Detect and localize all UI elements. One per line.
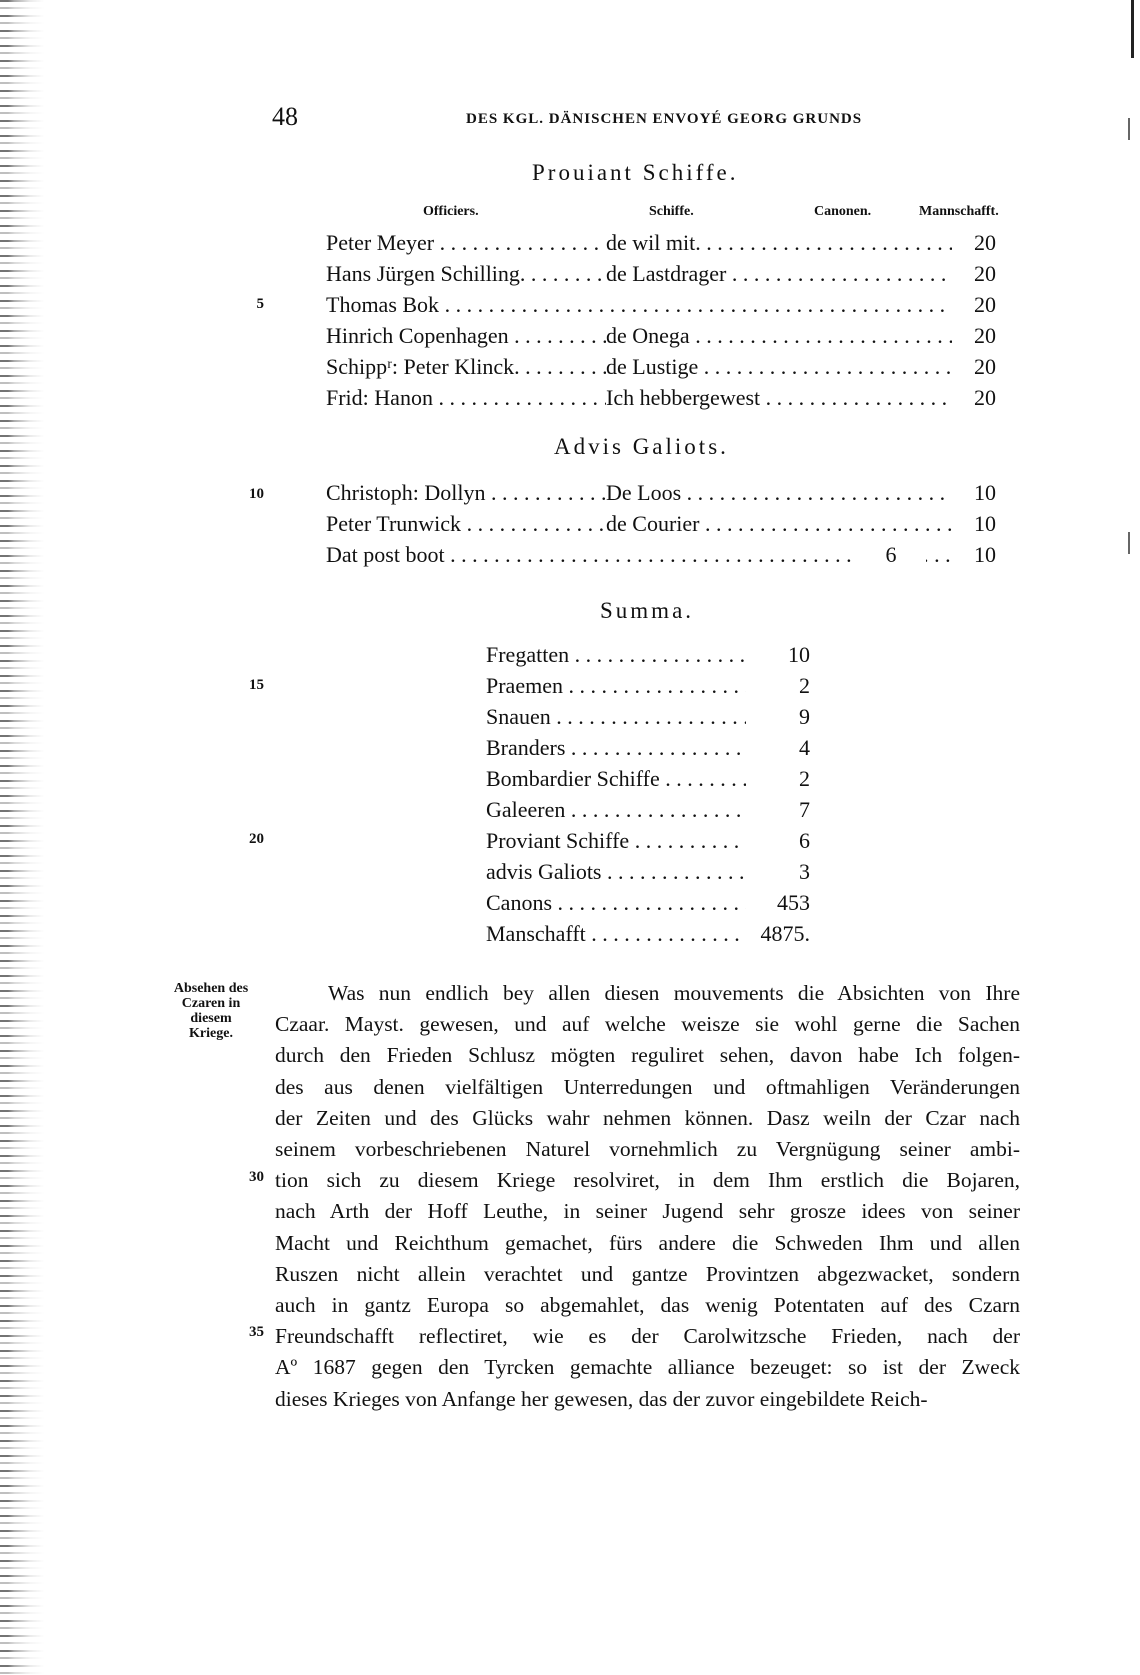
officer-name: Schippʳ: Peter Klinck. — [326, 354, 520, 379]
summary-label: Manschafft — [486, 921, 586, 946]
summary-label: Fregatten — [486, 642, 570, 667]
line-number: 15 — [249, 677, 264, 693]
summary-row — [486, 702, 810, 732]
summary-value: 7 — [793, 795, 810, 825]
text-line: dieses Krieges von Anfange her gewesen, das der zuvor eingebildete Reich- — [275, 1386, 928, 1411]
officer-name: Hans Jürgen Schilling. — [326, 261, 526, 286]
ship-name: de wil mit. — [606, 230, 701, 255]
summary-label: Praemen — [486, 673, 563, 698]
text-line: Ruszen nicht allein verachtet und gantze Provintzen abgezwacket, sondern — [275, 1261, 1020, 1286]
summary-value: 4 — [793, 733, 810, 763]
summary-row — [486, 795, 810, 825]
cannon-count: 6 — [856, 540, 926, 570]
line-number: 20 — [249, 831, 264, 847]
table-row — [326, 290, 996, 320]
summary-row — [486, 888, 810, 918]
crew-count: 10 — [952, 478, 996, 508]
summary-value: 6 — [793, 826, 810, 856]
table-row — [326, 321, 996, 351]
summary-row — [486, 857, 810, 887]
text-line: Freundschafft reflectiret, wie es der Carolwitzsche Frieden, nach der — [275, 1324, 1020, 1349]
text-line: der Zeiten und des Glücks wahr nehmen können. Dasz weiln der Czar nach — [275, 1105, 1020, 1130]
ship-name: De Loos — [606, 480, 682, 505]
column-header-cannons: Canonen. — [814, 204, 872, 219]
summary-value: 10 — [782, 640, 810, 670]
line-number: 5 — [256, 296, 264, 312]
text-line: Was nun endlich bey allen diesen mouvements die Absichten von Ihre — [328, 981, 1020, 1005]
body-paragraph — [275, 978, 1020, 1415]
summary-label: Branders — [486, 735, 566, 760]
summary-value: 2 — [793, 764, 810, 794]
line-number: 10 — [249, 486, 264, 502]
section-title-advis: Advis Galiots. — [554, 434, 729, 459]
text-line: seinem vorbeschriebenen Naturel vornehmlich zu Vergnügung seiner ambi- — [275, 1137, 1020, 1162]
scan-corner-mark — [1131, 0, 1134, 58]
officer-name: Thomas Bok — [326, 292, 440, 317]
summary-value: 4875. — [755, 919, 811, 949]
summary-value: 2 — [793, 671, 810, 701]
ship-name: de Courier — [606, 511, 700, 536]
text-line: auch in gantz Europa so abgemahlet, das wenig Potentaten auf des Czarn — [275, 1293, 1020, 1318]
table-row — [326, 509, 996, 539]
officer-name: Dat post boot — [326, 542, 445, 567]
table-row — [326, 228, 996, 258]
crew-count: 10 — [952, 509, 996, 539]
summary-row — [486, 826, 810, 856]
officer-name: Hinrich Copenhagen — [326, 323, 509, 348]
summary-label: Galeeren — [486, 797, 566, 822]
summary-label: Canons — [486, 890, 552, 915]
scan-binding-edge — [0, 0, 44, 1675]
column-header-officers: Officiers. — [423, 204, 479, 219]
table-row — [326, 352, 996, 382]
table-row — [326, 540, 996, 570]
table-row — [326, 259, 996, 289]
text-line: Czaar. Mayst. gewesen, und auf welche weisze sie wohl gerne die Sachen — [275, 1012, 1020, 1037]
text-line: des aus denen vielfältigen Unterredungen und oftmahligen Veränderungen — [275, 1074, 1020, 1099]
text-line: Aº 1687 gegen den Tyrcken gemachte alliance bezeuget: so ist der Zweck — [275, 1355, 1020, 1380]
scan-margin-tick — [1128, 532, 1130, 554]
section-title-summa: Summa. — [600, 598, 695, 623]
officer-name: Peter Trunwick — [326, 511, 462, 536]
text-line: tion sich zu diesem Kriege resolviret, in dem Ihm erstlich die Bojaren, — [275, 1168, 1020, 1193]
running-title: DES KGL. DÄNISCHEN ENVOYÉ GEORG GRUNDS — [466, 111, 863, 127]
text-line: Macht und Reichthum gemachet, fürs andere die Schweden Ihm und allen — [275, 1230, 1020, 1255]
summary-value: 3 — [793, 857, 810, 887]
crew-count: 20 — [952, 259, 996, 289]
ship-name: de Lastdrager — [606, 261, 727, 286]
summary-value: 9 — [793, 702, 810, 732]
summary-row — [486, 640, 810, 670]
summary-label: advis Galiots — [486, 859, 602, 884]
summary-label: Bombardier Schiffe — [486, 766, 660, 791]
ship-name: de Lustige — [606, 354, 699, 379]
section-title-proviant: Prouiant Schiffe. — [532, 160, 739, 185]
line-number: 30 — [249, 1169, 264, 1185]
summary-label: Proviant Schiffe — [486, 828, 630, 853]
crew-count: 20 — [952, 383, 996, 413]
text-line: durch den Frieden Schlusz mögten reguliret sehen, davon habe Ich folgen- — [275, 1043, 1020, 1068]
summary-row — [486, 671, 810, 701]
column-header-ships: Schiffe. — [649, 204, 694, 219]
summary-row — [486, 733, 810, 763]
summary-row — [486, 919, 810, 949]
line-number: 35 — [249, 1324, 264, 1340]
table-row — [326, 383, 996, 413]
crew-count: 20 — [952, 228, 996, 258]
crew-count: 20 — [952, 352, 996, 382]
crew-count: 20 — [952, 290, 996, 320]
table-row — [326, 478, 996, 508]
scan-margin-tick — [1128, 118, 1130, 140]
column-header-crew: Mannschafft. — [919, 204, 999, 219]
summary-row — [486, 764, 810, 794]
officer-name: Christoph: Dollyn — [326, 480, 486, 505]
crew-count: 20 — [952, 321, 996, 351]
ship-name: Ich hebbergewest — [606, 385, 761, 410]
officer-name: Peter Meyer — [326, 230, 435, 255]
officer-name: Frid: Hanon — [326, 385, 433, 410]
crew-count: 10 — [952, 540, 996, 570]
summary-label: Snauen — [486, 704, 551, 729]
text-line: nach Arth der Hoff Leuthe, in seiner Jugend sehr grosze idees von seiner — [275, 1199, 1020, 1224]
margin-note: Absehen des Czaren in diesem Kriege. — [173, 981, 249, 1041]
ship-name: de Onega — [606, 323, 690, 348]
page-number: 48 — [272, 102, 298, 131]
summary-value: 453 — [771, 888, 810, 918]
